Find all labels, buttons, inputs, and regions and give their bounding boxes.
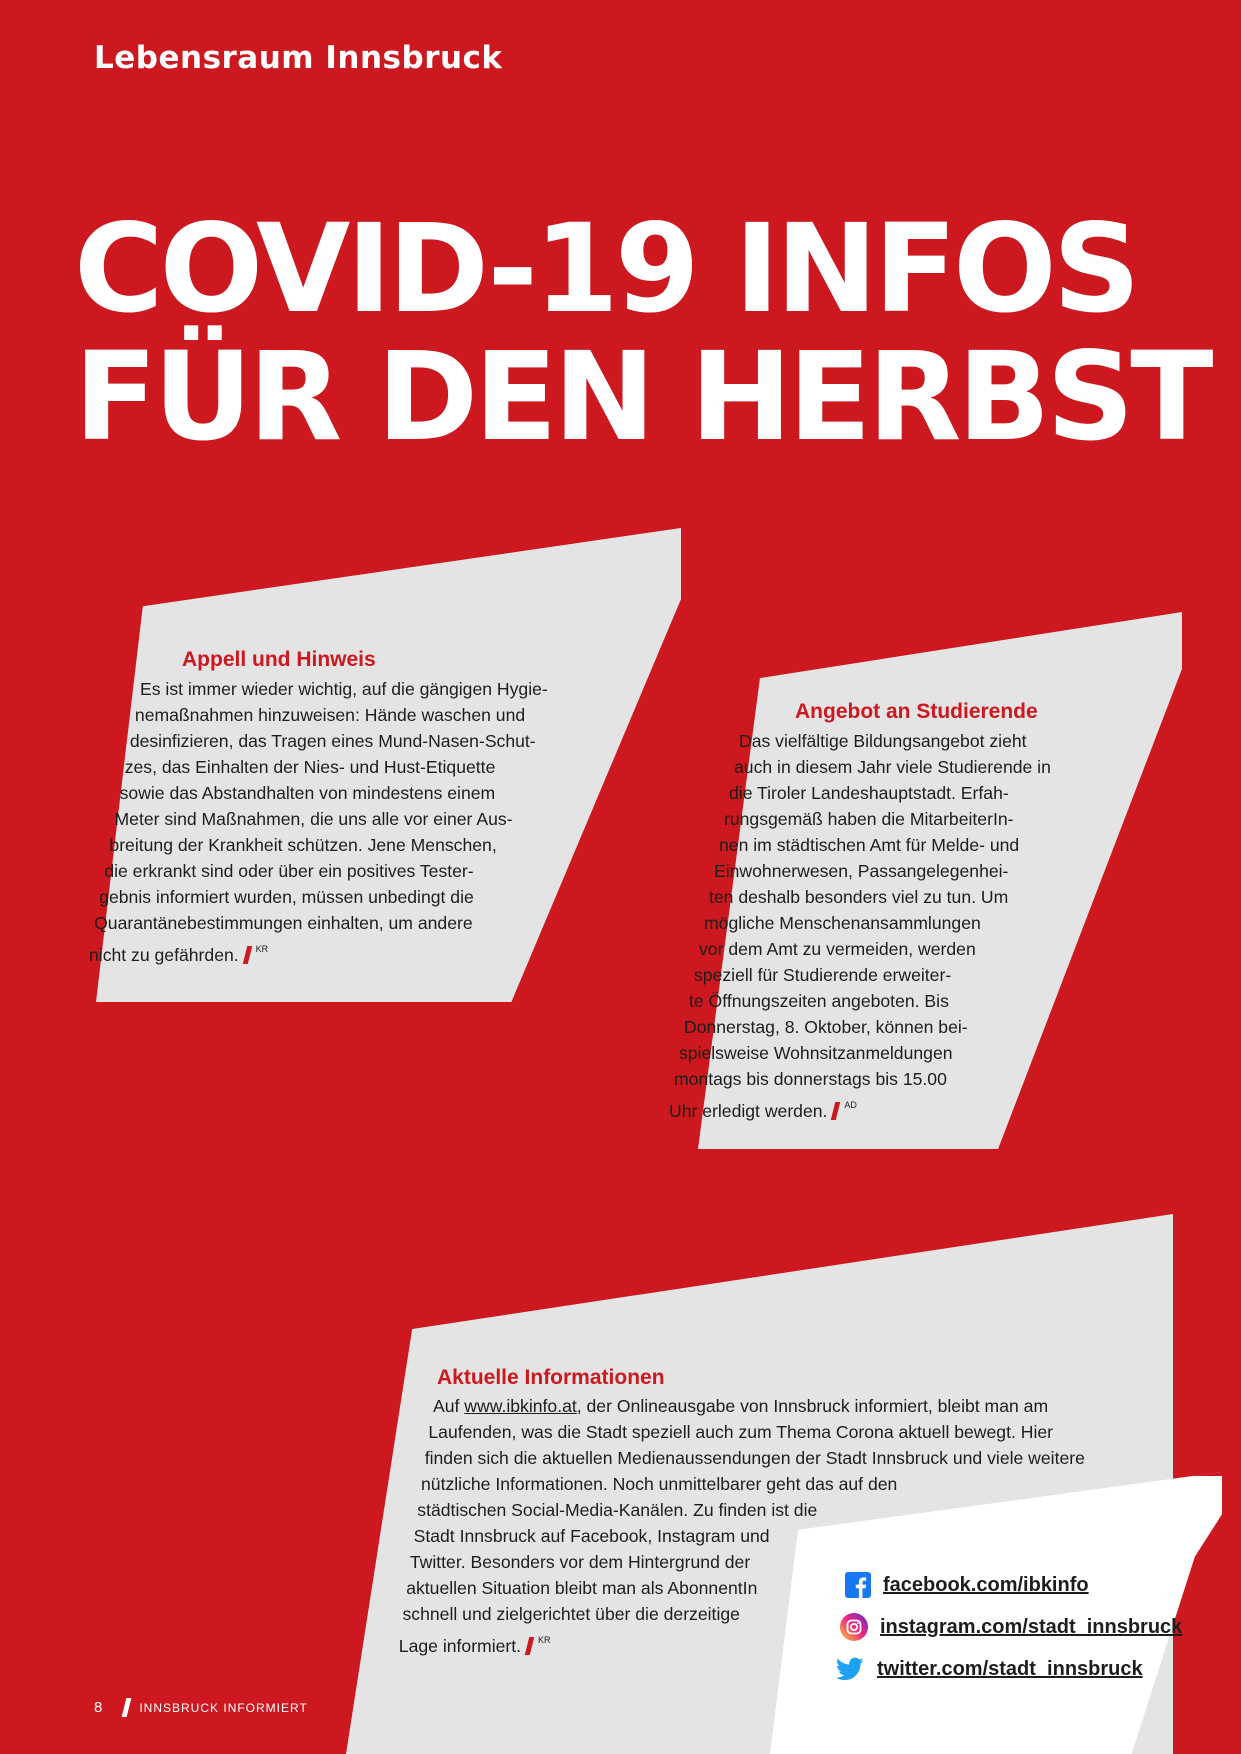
text-line-content: Es ist immer wieder wichtig, auf die gängigen Hygie- — [140, 679, 548, 699]
text-line — [135, 702, 543, 728]
text-line-content: nemaßnahmen hinzuweisen: Hände waschen und — [134, 705, 526, 725]
text-line — [130, 728, 538, 754]
text-line-content: spielsweise Wohnsitzanmeldungen — [679, 1043, 953, 1063]
text-line — [684, 1014, 1001, 1040]
appell-title: Appell und Hinweis — [182, 648, 376, 671]
instagram-link-text[interactable]: instagram.com/stadt_innsbruck — [880, 1615, 1183, 1638]
text-line — [109, 832, 517, 858]
text-line-content: Twitter. Besonders vor dem Hintergrund der — [409, 1552, 751, 1572]
text-line — [125, 754, 533, 780]
text-line-content: sowie das Abstandhalten von mindestens einem — [119, 783, 496, 803]
text-line-content: aktuellen Situation bleibt man als AbonnentIn — [406, 1578, 758, 1598]
text-line-content: zes, das Einhalten der Nies- und Hust-Etiquette — [124, 757, 496, 777]
facebook-icon — [845, 1572, 871, 1598]
text-line — [704, 910, 1021, 936]
text-line-content: breitung der Krankheit schützen. Jene Menschen, — [109, 835, 497, 855]
text-line — [115, 806, 523, 832]
text-line — [94, 910, 502, 936]
text-line-content: ten deshalb besonders viel zu tun. Um — [709, 887, 1009, 907]
text-line-content: Stadt Innsbruck auf Facebook, Instagram und — [413, 1526, 770, 1546]
aktuell-title: Aktuelle Informationen — [437, 1366, 665, 1389]
text-line — [719, 832, 1036, 858]
end-slash-mark — [831, 1102, 840, 1120]
text-line-content: auch in diesem Jahr viele Studierende in — [734, 757, 1051, 777]
text-line — [140, 676, 548, 702]
text-line — [421, 1471, 1081, 1497]
text-line — [428, 1419, 1088, 1445]
text-line-content: städtischen Social-Media-Kanälen. Zu finden ist die — [417, 1500, 818, 1520]
publication-name: INNSBRUCK INFORMIERT — [139, 1700, 308, 1715]
text-line — [709, 884, 1026, 910]
text-line-content: Uhr erledigt werden. — [669, 1101, 828, 1121]
text-line-content: die erkrankt sind oder über ein positives Tester- — [104, 861, 474, 881]
text-line — [414, 1523, 1074, 1549]
text-line-content: nen im städtischen Amt für Melde- und — [719, 835, 1020, 855]
facebook-link-text[interactable]: facebook.com/ibkinfo — [883, 1573, 1089, 1596]
studierende-body — [669, 728, 1056, 1124]
end-slash-mark — [242, 946, 251, 964]
text-line-content: Quarantänebestimmungen einhalten, um andere — [94, 913, 473, 933]
text-line-content: nicht zu gefährden. — [89, 945, 239, 965]
twitter-link-text[interactable]: twitter.com/stadt_innsbruck — [877, 1657, 1143, 1680]
ibkinfo-link[interactable]: www.ibkinfo.at — [464, 1396, 577, 1416]
text-line — [417, 1497, 1077, 1523]
appell-body — [89, 676, 548, 968]
author-initials: AD — [844, 1100, 857, 1110]
page-number: 8 — [94, 1699, 103, 1716]
text-line-content: Das vielfältige Bildungsangebot zieht — [739, 731, 1027, 751]
text-line-content: desinfizieren, das Tragen eines Mund-Nasen-Schut- — [129, 731, 536, 751]
text-line-content: nützliche Informationen. Noch unmittelbarer geht das auf den — [421, 1474, 898, 1494]
text-line — [724, 806, 1041, 832]
text-line — [739, 728, 1056, 754]
text-line — [99, 884, 507, 910]
headline-line-2: FÜR DEN HERBST — [74, 326, 1210, 468]
text-line-content: gebnis informiert wurden, müssen unbedingt die — [99, 887, 474, 907]
text-line — [104, 858, 512, 884]
text-line-content: Meter sind Maßnahmen, die uns alle vor einer Aus- — [114, 809, 513, 829]
text-line-content: mögliche Menschenansammlungen — [704, 913, 981, 933]
text-line — [729, 780, 1046, 806]
instagram-icon — [840, 1613, 868, 1641]
aktuell-prefix: Auf — [433, 1396, 465, 1416]
studierende-title: Angebot an Studierende — [795, 700, 1038, 723]
text-line — [689, 988, 1006, 1014]
section-label: Lebensraum Innsbruck — [94, 40, 503, 76]
aktuell-first-line — [433, 1393, 1048, 1419]
text-line — [679, 1040, 996, 1066]
text-line — [425, 1445, 1085, 1471]
text-line — [89, 936, 497, 968]
text-line-content: finden sich die aktuellen Medienaussendungen der Stadt Innsbruck und viele weitere — [424, 1448, 1085, 1468]
text-line-content: Laufenden, was die Stadt speziell auch zum Thema Corona aktuell bewegt. Hier — [428, 1422, 1054, 1442]
text-line — [714, 858, 1031, 884]
text-line-content: te Öffnungszeiten angeboten. Bis — [689, 991, 949, 1011]
text-line-content: schnell und zielgerichtet über die derzeitige — [402, 1604, 740, 1624]
twitter-icon — [835, 1655, 865, 1683]
text-line-content: speziell für Studierende erweiter- — [694, 965, 952, 985]
instagram-link[interactable] — [840, 1613, 1182, 1641]
end-slash-mark — [525, 1637, 534, 1655]
text-line-content: die Tiroler Landeshauptstadt. Erfah- — [729, 783, 1009, 803]
footer — [94, 1698, 308, 1717]
text-line-content: Lage informiert. — [398, 1636, 522, 1656]
text-line — [699, 936, 1016, 962]
aktuell-suffix: , der Onlineausgabe von Innsbruck informiert, bleibt man am — [576, 1396, 1049, 1416]
text-line-content: Donnerstag, 8. Oktober, können bei- — [684, 1017, 968, 1037]
headline — [74, 198, 1210, 468]
text-line — [669, 1092, 986, 1124]
headline-line-1: COVID-19 INFOS — [74, 198, 1137, 340]
text-line — [120, 780, 528, 806]
author-initials: KR — [538, 1635, 551, 1645]
footer-slash-mark — [122, 1698, 132, 1717]
text-line — [674, 1066, 991, 1092]
twitter-link[interactable] — [835, 1655, 1143, 1683]
text-line-content: montags bis donnerstags bis 15.00 — [674, 1069, 947, 1089]
author-initials: KR — [255, 944, 269, 954]
text-line-content: Einwohnerwesen, Passangelegenhei- — [714, 861, 1009, 881]
text-line-content: rungsgemäß haben die MitarbeiterIn- — [724, 809, 1014, 829]
facebook-link[interactable] — [845, 1572, 1089, 1598]
text-line — [734, 754, 1051, 780]
text-line-content: vor dem Amt zu vermeiden, werden — [699, 939, 976, 959]
text-line — [694, 962, 1011, 988]
